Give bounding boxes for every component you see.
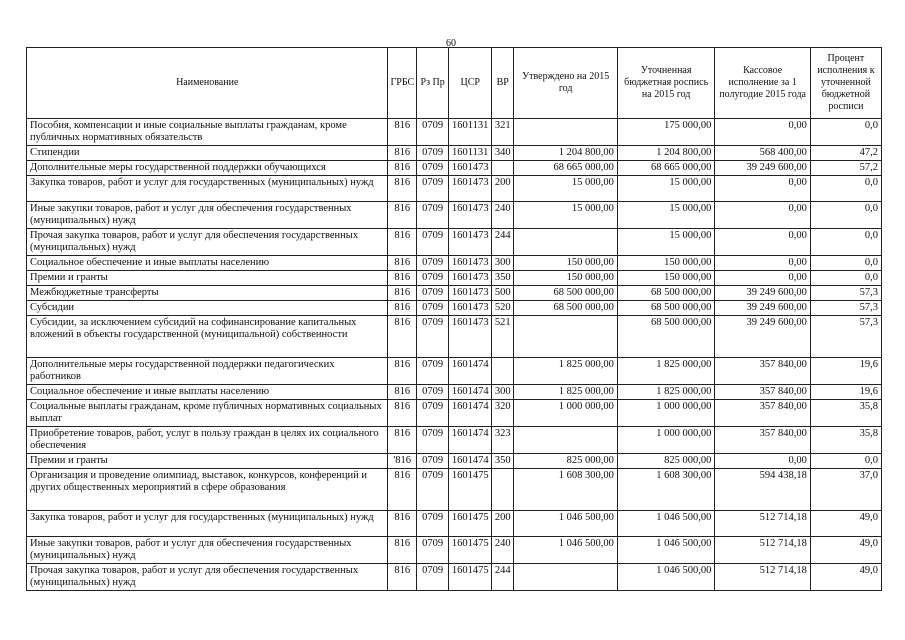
cell-name: Премии и гранты [27, 271, 388, 286]
cell-cash: 39 249 600,00 [715, 316, 810, 358]
cell-percent: 0,0 [810, 202, 881, 229]
page-number: 60 [446, 38, 456, 49]
cell-csr: 1601475 [449, 537, 492, 564]
cell-rzpr: 0709 [416, 400, 448, 427]
budget-table [26, 47, 882, 591]
cell-csr: 1601474 [449, 427, 492, 454]
cell-name: Иные закупки товаров, работ и услуг для обеспечения государственных (муниципальных) нужд [27, 202, 388, 229]
cell-vr: 200 [492, 176, 514, 202]
table-row [27, 316, 882, 358]
cell-refined: 68 500 000,00 [617, 301, 714, 316]
table-row [27, 385, 882, 400]
cell-grbs: 816 [388, 385, 416, 400]
table-row [27, 537, 882, 564]
cell-approved: 1 204 800,00 [514, 146, 618, 161]
cell-percent: 0,0 [810, 454, 881, 469]
cell-refined: 1 608 300,00 [617, 469, 714, 511]
cell-approved [514, 427, 618, 454]
cell-rzpr: 0709 [416, 454, 448, 469]
cell-approved: 68 665 000,00 [514, 161, 618, 176]
cell-refined: 68 500 000,00 [617, 286, 714, 301]
cell-name: Дополнительные меры государственной поддержки обучающихся [27, 161, 388, 176]
cell-name: Прочая закупка товаров, работ и услуг для обеспечения государственных (муниципальных) нужд [27, 229, 388, 256]
table-row [27, 301, 882, 316]
cell-cash: 0,00 [715, 119, 810, 146]
cell-csr: 1601475 [449, 469, 492, 511]
cell-csr: 1601475 [449, 564, 492, 591]
cell-percent: 0,0 [810, 256, 881, 271]
cell-csr: 1601473 [449, 316, 492, 358]
table-row [27, 119, 882, 146]
cell-vr [492, 469, 514, 511]
cell-rzpr: 0709 [416, 176, 448, 202]
header-cash: Кассовое исполнение за 1 полугодие 2015 года [715, 48, 810, 119]
cell-rzpr: 0709 [416, 427, 448, 454]
cell-name: Приобретение товаров, работ, услуг в пользу граждан в целях их социального обеспечения [27, 427, 388, 454]
cell-cash: 0,00 [715, 454, 810, 469]
cell-grbs: 816 [388, 316, 416, 358]
cell-name: Закупка товаров, работ и услуг для государственных (муниципальных) нужд [27, 511, 388, 537]
cell-refined: 15 000,00 [617, 229, 714, 256]
cell-name: Субсидии, за исключением субсидий на софинансирование капитальных вложений в объекты государственной (муниципальной) собственности [27, 316, 388, 358]
cell-vr: 350 [492, 454, 514, 469]
cell-vr: 244 [492, 564, 514, 591]
cell-approved: 825 000,00 [514, 454, 618, 469]
cell-approved [514, 564, 618, 591]
cell-rzpr: 0709 [416, 385, 448, 400]
cell-rzpr: 0709 [416, 202, 448, 229]
cell-refined: 1 204 800,00 [617, 146, 714, 161]
cell-cash: 0,00 [715, 202, 810, 229]
cell-percent: 19,6 [810, 385, 881, 400]
cell-csr: 1601473 [449, 229, 492, 256]
header-rzpr: Рз Пр [416, 48, 448, 119]
cell-percent: 57,3 [810, 301, 881, 316]
cell-csr: 1601473 [449, 286, 492, 301]
table-row [27, 161, 882, 176]
cell-grbs: 816 [388, 301, 416, 316]
cell-grbs: 816 [388, 400, 416, 427]
cell-vr: 200 [492, 511, 514, 537]
cell-grbs: 816 [388, 146, 416, 161]
cell-cash: 0,00 [715, 229, 810, 256]
cell-cash: 39 249 600,00 [715, 286, 810, 301]
cell-approved: 1 046 500,00 [514, 537, 618, 564]
table-header-row [27, 48, 882, 119]
table-row [27, 202, 882, 229]
cell-rzpr: 0709 [416, 286, 448, 301]
cell-grbs: 816 [388, 176, 416, 202]
cell-vr: 500 [492, 286, 514, 301]
cell-cash: 357 840,00 [715, 427, 810, 454]
cell-grbs: 816 [388, 358, 416, 385]
cell-rzpr: 0709 [416, 316, 448, 358]
cell-percent: 0,0 [810, 176, 881, 202]
cell-csr: 1601474 [449, 358, 492, 385]
cell-name: Субсидии [27, 301, 388, 316]
cell-grbs: 816 [388, 511, 416, 537]
cell-grbs: '816 [388, 454, 416, 469]
cell-percent: 37,0 [810, 469, 881, 511]
cell-approved: 150 000,00 [514, 271, 618, 286]
cell-approved: 1 825 000,00 [514, 385, 618, 400]
cell-csr: 1601473 [449, 176, 492, 202]
cell-vr: 244 [492, 229, 514, 256]
cell-approved: 15 000,00 [514, 202, 618, 229]
cell-vr [492, 358, 514, 385]
cell-approved: 15 000,00 [514, 176, 618, 202]
cell-percent: 49,0 [810, 564, 881, 591]
cell-name: Дополнительные меры государственной поддержки педагогических работников [27, 358, 388, 385]
cell-refined: 1 825 000,00 [617, 385, 714, 400]
cell-grbs: 816 [388, 202, 416, 229]
cell-csr: 1601474 [449, 385, 492, 400]
table-row [27, 358, 882, 385]
cell-refined: 825 000,00 [617, 454, 714, 469]
cell-vr: 300 [492, 256, 514, 271]
cell-percent: 0,0 [810, 119, 881, 146]
cell-refined: 1 000 000,00 [617, 427, 714, 454]
table-row [27, 564, 882, 591]
cell-rzpr: 0709 [416, 161, 448, 176]
cell-csr: 1601475 [449, 511, 492, 537]
cell-percent: 35,8 [810, 400, 881, 427]
header-refined: Уточненная бюджетная роспись на 2015 год [617, 48, 714, 119]
cell-cash: 39 249 600,00 [715, 161, 810, 176]
cell-percent: 35,8 [810, 427, 881, 454]
table-row [27, 286, 882, 301]
cell-vr: 340 [492, 146, 514, 161]
cell-cash: 512 714,18 [715, 564, 810, 591]
cell-grbs: 816 [388, 229, 416, 256]
cell-name: Иные закупки товаров, работ и услуг для обеспечения государственных (муниципальных) нужд [27, 537, 388, 564]
cell-rzpr: 0709 [416, 146, 448, 161]
cell-grbs: 816 [388, 256, 416, 271]
table-row [27, 256, 882, 271]
cell-name: Стипендии [27, 146, 388, 161]
cell-vr: 520 [492, 301, 514, 316]
cell-refined: 1 046 500,00 [617, 511, 714, 537]
cell-rzpr: 0709 [416, 358, 448, 385]
cell-vr: 323 [492, 427, 514, 454]
cell-approved [514, 119, 618, 146]
table-row [27, 427, 882, 454]
cell-grbs: 816 [388, 564, 416, 591]
table-row [27, 400, 882, 427]
cell-percent: 0,0 [810, 229, 881, 256]
cell-refined: 175 000,00 [617, 119, 714, 146]
table-row [27, 176, 882, 202]
cell-cash: 39 249 600,00 [715, 301, 810, 316]
cell-percent: 0,0 [810, 271, 881, 286]
cell-vr: 350 [492, 271, 514, 286]
cell-refined: 150 000,00 [617, 271, 714, 286]
cell-csr: 1601131 [449, 119, 492, 146]
table-row [27, 511, 882, 537]
cell-name: Прочая закупка товаров, работ и услуг для обеспечения государственных (муниципальных) нужд [27, 564, 388, 591]
cell-cash: 512 714,18 [715, 511, 810, 537]
cell-grbs: 816 [388, 271, 416, 286]
cell-csr: 1601474 [449, 454, 492, 469]
cell-approved: 1 046 500,00 [514, 511, 618, 537]
cell-vr: 240 [492, 537, 514, 564]
cell-percent: 19,6 [810, 358, 881, 385]
cell-percent: 49,0 [810, 511, 881, 537]
cell-grbs: 816 [388, 119, 416, 146]
table-row [27, 271, 882, 286]
cell-csr: 1601473 [449, 301, 492, 316]
cell-cash: 0,00 [715, 256, 810, 271]
cell-cash: 594 438,18 [715, 469, 810, 511]
cell-refined: 15 000,00 [617, 202, 714, 229]
cell-percent: 49,0 [810, 537, 881, 564]
header-percent: Процент исполнения к уточненной бюджетной росписи [810, 48, 881, 119]
cell-grbs: 816 [388, 161, 416, 176]
table-row [27, 229, 882, 256]
cell-cash: 357 840,00 [715, 400, 810, 427]
cell-rzpr: 0709 [416, 229, 448, 256]
cell-vr: 321 [492, 119, 514, 146]
cell-cash: 357 840,00 [715, 385, 810, 400]
cell-grbs: 816 [388, 469, 416, 511]
cell-rzpr: 0709 [416, 511, 448, 537]
cell-name: Пособия, компенсации и иные социальные выплаты гражданам, кроме публичных нормативных обязательств [27, 119, 388, 146]
cell-rzpr: 0709 [416, 301, 448, 316]
cell-name: Межбюджетные трансферты [27, 286, 388, 301]
cell-name: Закупка товаров, работ и услуг для государственных (муниципальных) нужд [27, 176, 388, 202]
cell-csr: 1601473 [449, 161, 492, 176]
header-approved: Утверждено на 2015 год [514, 48, 618, 119]
cell-rzpr: 0709 [416, 256, 448, 271]
cell-name: Организация и проведение олимпиад, выставок, конкурсов, конференций и других общественных мероприятий в сфере образования [27, 469, 388, 511]
cell-refined: 68 665 000,00 [617, 161, 714, 176]
cell-percent: 57,2 [810, 161, 881, 176]
cell-rzpr: 0709 [416, 119, 448, 146]
cell-refined: 150 000,00 [617, 256, 714, 271]
cell-vr: 300 [492, 385, 514, 400]
cell-percent: 57,3 [810, 316, 881, 358]
cell-approved: 150 000,00 [514, 256, 618, 271]
cell-name: Социальное обеспечение и иные выплаты населению [27, 385, 388, 400]
cell-approved: 1 825 000,00 [514, 358, 618, 385]
cell-refined: 15 000,00 [617, 176, 714, 202]
cell-cash: 568 400,00 [715, 146, 810, 161]
cell-cash: 0,00 [715, 176, 810, 202]
cell-approved: 1 000 000,00 [514, 400, 618, 427]
cell-approved [514, 316, 618, 358]
cell-cash: 0,00 [715, 271, 810, 286]
cell-name: Социальное обеспечение и иные выплаты населению [27, 256, 388, 271]
cell-refined: 1 000 000,00 [617, 400, 714, 427]
cell-vr: 320 [492, 400, 514, 427]
cell-rzpr: 0709 [416, 469, 448, 511]
cell-name: Социальные выплаты гражданам, кроме публичных нормативных социальных выплат [27, 400, 388, 427]
cell-refined: 1 046 500,00 [617, 564, 714, 591]
table-body [27, 119, 882, 591]
cell-csr: 1601473 [449, 271, 492, 286]
cell-vr: 240 [492, 202, 514, 229]
cell-approved: 68 500 000,00 [514, 286, 618, 301]
cell-grbs: 816 [388, 427, 416, 454]
table-row [27, 469, 882, 511]
cell-percent: 57,3 [810, 286, 881, 301]
cell-csr: 1601473 [449, 202, 492, 229]
cell-approved: 68 500 000,00 [514, 301, 618, 316]
cell-grbs: 816 [388, 286, 416, 301]
cell-approved [514, 229, 618, 256]
cell-approved: 1 608 300,00 [514, 469, 618, 511]
cell-refined: 1 825 000,00 [617, 358, 714, 385]
cell-rzpr: 0709 [416, 537, 448, 564]
cell-name: Премии и гранты [27, 454, 388, 469]
cell-cash: 512 714,18 [715, 537, 810, 564]
table-row [27, 454, 882, 469]
cell-cash: 357 840,00 [715, 358, 810, 385]
header-csr: ЦСР [449, 48, 492, 119]
cell-grbs: 816 [388, 537, 416, 564]
cell-refined: 1 046 500,00 [617, 537, 714, 564]
cell-rzpr: 0709 [416, 564, 448, 591]
cell-csr: 1601474 [449, 400, 492, 427]
cell-csr: 1601131 [449, 146, 492, 161]
cell-vr: 521 [492, 316, 514, 358]
table-row [27, 146, 882, 161]
cell-vr [492, 161, 514, 176]
cell-rzpr: 0709 [416, 271, 448, 286]
header-grbs: ГРБС [388, 48, 416, 119]
header-vr: ВР [492, 48, 514, 119]
cell-refined: 68 500 000,00 [617, 316, 714, 358]
header-name: Наименование [27, 48, 388, 119]
cell-percent: 47,2 [810, 146, 881, 161]
cell-csr: 1601473 [449, 256, 492, 271]
